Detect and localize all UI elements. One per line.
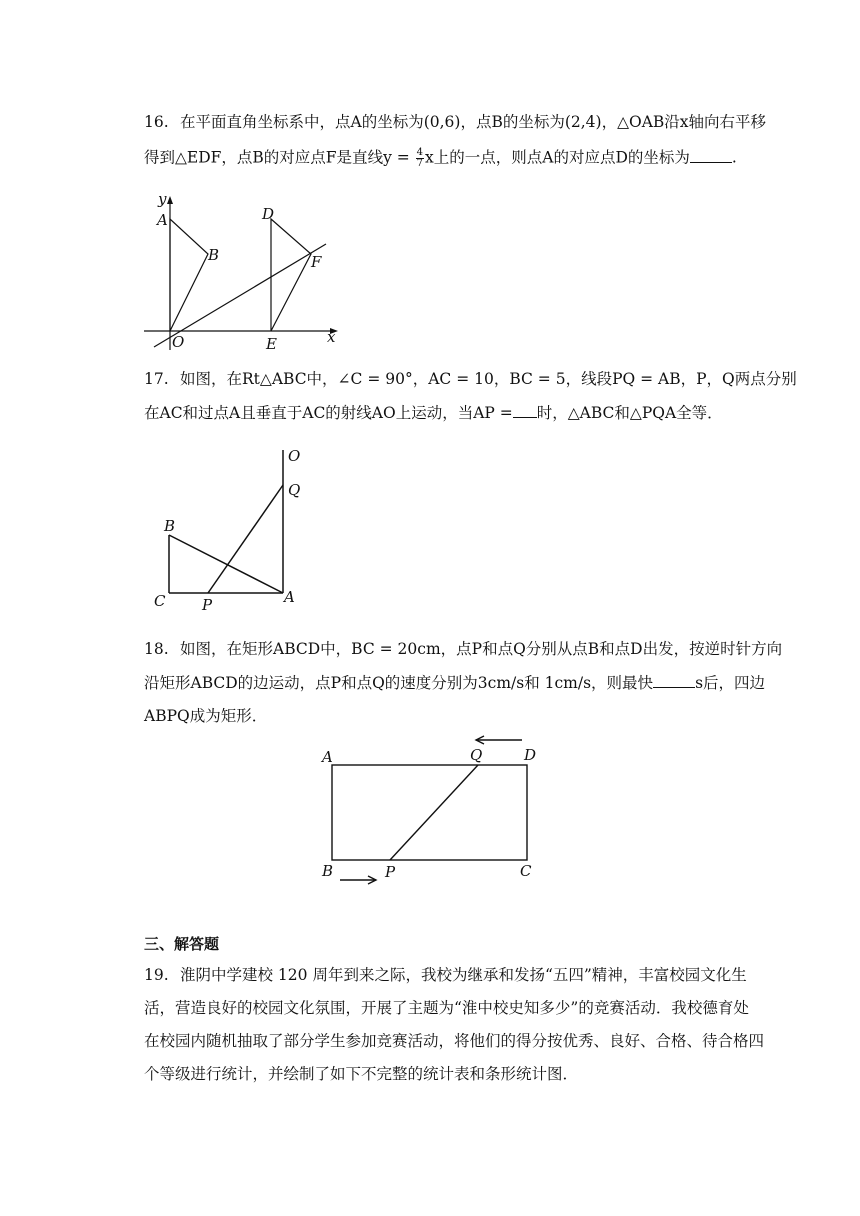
label-B: B bbox=[322, 862, 334, 880]
rectangle-ABCD bbox=[332, 765, 527, 860]
section-title: 三、解答题 bbox=[144, 935, 220, 953]
label-D: D bbox=[524, 746, 537, 764]
triangle-OAB bbox=[170, 219, 208, 331]
label-y: y bbox=[158, 190, 167, 208]
label-D: D bbox=[262, 205, 275, 223]
label-C: C bbox=[154, 592, 166, 610]
q17-figure bbox=[150, 445, 320, 615]
label-E: E bbox=[266, 335, 277, 352]
q17-line-1 bbox=[144, 372, 797, 388]
q18-text-2b: s后，四边 bbox=[695, 674, 766, 692]
q18-line-2 bbox=[144, 675, 765, 692]
label-F: F bbox=[311, 253, 322, 271]
q19-text-4: 个等级进行统计，并绘制了如下不完整的统计表和条形统计图． bbox=[144, 1065, 579, 1083]
q16-answer-blank[interactable] bbox=[690, 150, 732, 163]
segment-PQ bbox=[390, 765, 478, 860]
label-A: A bbox=[157, 211, 168, 229]
label-Q: Q bbox=[470, 746, 483, 764]
q18-line-3 bbox=[144, 709, 267, 725]
q17-text-2b: 时，△ABC和△PQA全等． bbox=[536, 404, 723, 422]
q19-line-2 bbox=[144, 1001, 749, 1017]
q17-line-2 bbox=[144, 405, 723, 422]
q18-answer-blank[interactable] bbox=[653, 675, 695, 688]
q17-number: 17. bbox=[144, 370, 169, 388]
q18-text-3: ABPQ成为矩形． bbox=[144, 707, 268, 725]
q19-text-1: 淮阴中学建校 120 周年到来之际，我校为继承和发扬“五四”精神，丰富校园文化生 bbox=[180, 966, 747, 984]
label-B: B bbox=[208, 246, 220, 264]
q16-number: 16. bbox=[144, 113, 169, 131]
label-Q: Q bbox=[288, 481, 301, 499]
q16-line-2 bbox=[144, 148, 737, 169]
q16-figure bbox=[140, 190, 340, 352]
q16-line-1 bbox=[144, 115, 766, 131]
q19-text-2: 活，营造良好的校园文化氛围，开展了主题为“淮中校史知多少”的竞赛活动．我校德育处 bbox=[144, 999, 749, 1017]
q16-frac-denominator: 7 bbox=[416, 158, 424, 169]
q16-fraction bbox=[416, 148, 424, 169]
label-P: P bbox=[385, 863, 396, 881]
q19-line-4 bbox=[144, 1067, 578, 1083]
q16-text-1: 在平面直角坐标系中，点A的坐标为(0,6)，点B的坐标为(2,4)，△OAB沿x轴向右平移 bbox=[180, 113, 767, 131]
triangle-EDF bbox=[271, 219, 311, 331]
q19-line-1 bbox=[144, 968, 747, 984]
q18-text-2a: 沿矩形ABCD的边运动，点P和点Q的速度分别为3cm/s和 1cm/s，则最快 bbox=[144, 674, 654, 692]
q16-text-2b: x上的一点，则点A的对应点D的坐标为 bbox=[425, 148, 690, 167]
q17-text-2a: 在AC和过点A且垂直于AC的射线AO上运动，当AP = bbox=[144, 404, 513, 422]
q16-text-2a: 得到△EDF，点B的对应点F是直线y = bbox=[144, 148, 410, 167]
y-axis-arrow-icon bbox=[167, 196, 173, 204]
segment-AB bbox=[169, 535, 283, 593]
q19-line-3 bbox=[144, 1034, 764, 1050]
label-C: C bbox=[520, 862, 532, 880]
label-P: P bbox=[202, 596, 213, 614]
q16-frac-numerator: 4 bbox=[416, 147, 424, 158]
q17-answer-blank[interactable] bbox=[513, 405, 537, 418]
q19-number: 19. bbox=[144, 966, 169, 984]
q18-figure bbox=[318, 732, 543, 892]
q17-text-1: 如图，在Rt△ABC中，∠C = 90°，AC = 10，BC = 5，线段PQ = AB，P，Q两点分别 bbox=[180, 370, 797, 388]
q18-number: 18. bbox=[144, 640, 169, 658]
q16-text-2c: . bbox=[731, 148, 737, 167]
q19-text-3: 在校园内随机抽取了部分学生参加竞赛活动，将他们的得分按优秀、良好、合格、待合格四 bbox=[144, 1032, 765, 1050]
q18-text-1: 如图，在矩形ABCD中，BC = 20cm，点P和点Q分别从点B和点D出发，按逆时针方向 bbox=[180, 640, 783, 658]
label-B: B bbox=[164, 517, 176, 535]
label-A: A bbox=[284, 588, 295, 606]
label-x: x bbox=[327, 328, 336, 346]
q18-line-1 bbox=[144, 642, 782, 658]
segment-PQ bbox=[208, 485, 283, 593]
label-A: A bbox=[322, 748, 333, 766]
label-O: O bbox=[288, 447, 301, 465]
label-O: O bbox=[172, 333, 185, 351]
